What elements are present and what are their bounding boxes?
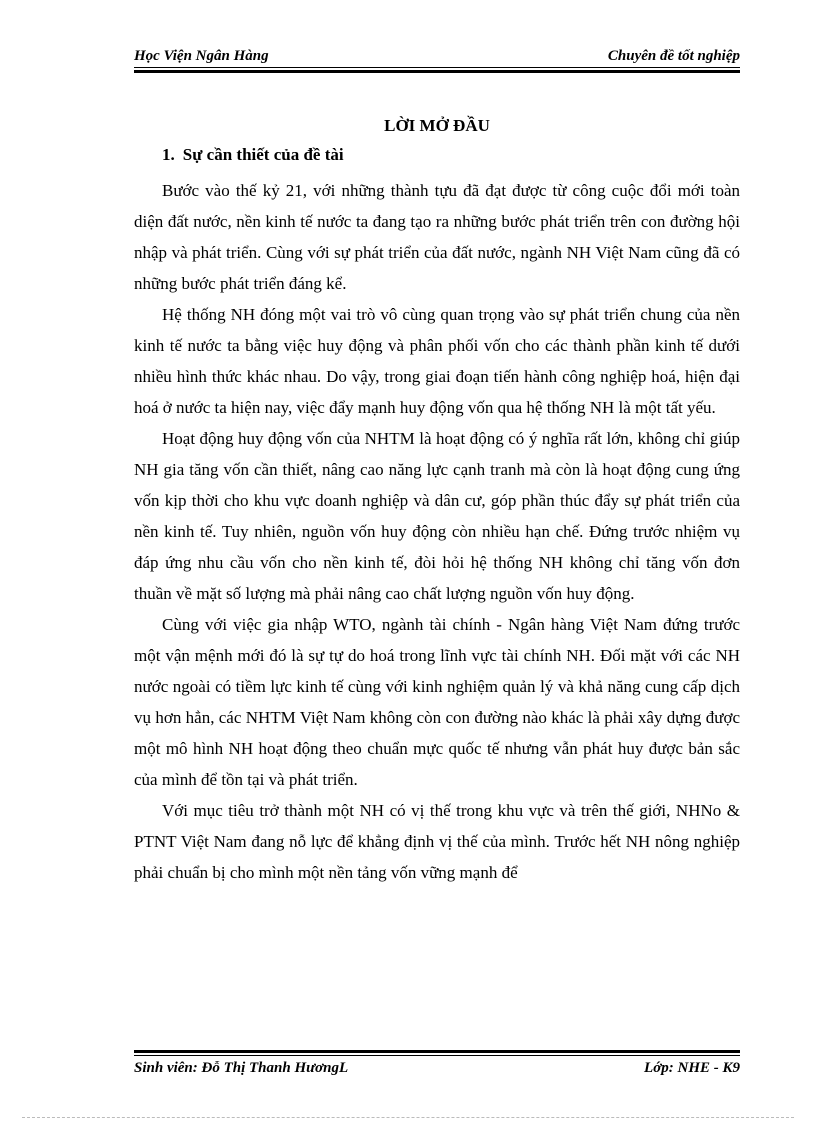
footer-class: Lớp: NHE - K9	[644, 1060, 740, 1076]
header-document-type: Chuyên đề tốt nghiệp	[607, 48, 740, 64]
paragraph: Hoạt động huy động vốn của NHTM là hoạt động có ý nghĩa rất lớn, không chỉ giúp NH gia tăng vốn cần thiết, nâng cao năng lực cạnh tranh mà còn là hoạt động cung ứng vốn kịp thời cho khu vực doanh nghiệp và dân cư, góp phần thúc đẩy sự phát triển của nền kinh tế. Tuy nhiên, nguồn vốn huy động còn nhiều hạn chế. Đứng trước nhiệm vụ đáp ứng nhu cầu vốn cho nền kinh tế, đòi hỏi hệ thống NH không chỉ tăng vốn đơn thuần về mặt số lượng mà phải nâng cao chất lượng nguồn vốn huy động.	[134, 429, 740, 603]
page-bottom-border	[22, 1117, 794, 1118]
body-text	[134, 175, 740, 888]
footer-rule	[134, 1050, 740, 1056]
paragraph: Bước vào thế kỷ 21, với những thành tựu đã đạt được từ công cuộc đổi mới toàn diện đất nước, nền kinh tế nước ta đang tạo ra những bước phát triển trên con đường hội nhập và phát triển. Cùng với sự phát triển của đất nước, ngành NH Việt Nam cũng đã có những bước phát triển đáng kể.	[134, 181, 740, 293]
section-heading	[162, 145, 344, 165]
page-title: LỜI MỞ ĐẦU	[384, 116, 490, 135]
header-institution: Học Viện Ngân Hàng	[134, 48, 269, 64]
page-footer	[134, 1060, 740, 1077]
footer-student: Sinh viên: Đỗ Thị Thanh HươngL	[134, 1060, 349, 1076]
paragraph: Với mục tiêu trở thành một NH có vị thế trong khu vực và trên thế giới, NHNo & PTNT Việt Nam đang nỗ lực để khẳng định vị thế của mình. Trước hết NH nông nghiệp phải chuẩn bị cho mình một nền tảng vốn vững mạnh để	[134, 801, 740, 882]
section-heading-text: Sự cần thiết của đề tài	[182, 145, 344, 164]
section-number: 1.	[162, 145, 175, 164]
header-rule	[134, 67, 740, 73]
paragraph: Cùng với việc gia nhập WTO, ngành tài chính - Ngân hàng Việt Nam đứng trước một vận mệnh mới đó là sự tự do hoá trong lĩnh vực tài chính NH. Đối mặt với các NH nước ngoài có tiềm lực kinh tế cùng với kinh nghiệm quản lý và khả năng cung cấp dịch vụ hơn hẳn, các NHTM Việt Nam không còn con đường nào khác là phải xây dựng được một mô hình NH hoạt động theo chuẩn mực quốc tế nhưng vẫn phát huy được bản sắc của mình để tồn tại và phát triển.	[134, 615, 740, 789]
paragraph: Hệ thống NH đóng một vai trò vô cùng quan trọng vào sự phát triển chung của nền kinh tế nước ta bằng việc huy động và phân phối vốn cho các thành phần kinh tế dưới nhiều hình thức khác nhau. Do vậy, trong giai đoạn tiến hành công nghiệp hoá, hiện đại hoá ở nước ta hiện nay, việc đẩy mạnh huy động vốn qua hệ thống NH là một tất yếu.	[134, 305, 740, 417]
page-header	[134, 48, 740, 65]
